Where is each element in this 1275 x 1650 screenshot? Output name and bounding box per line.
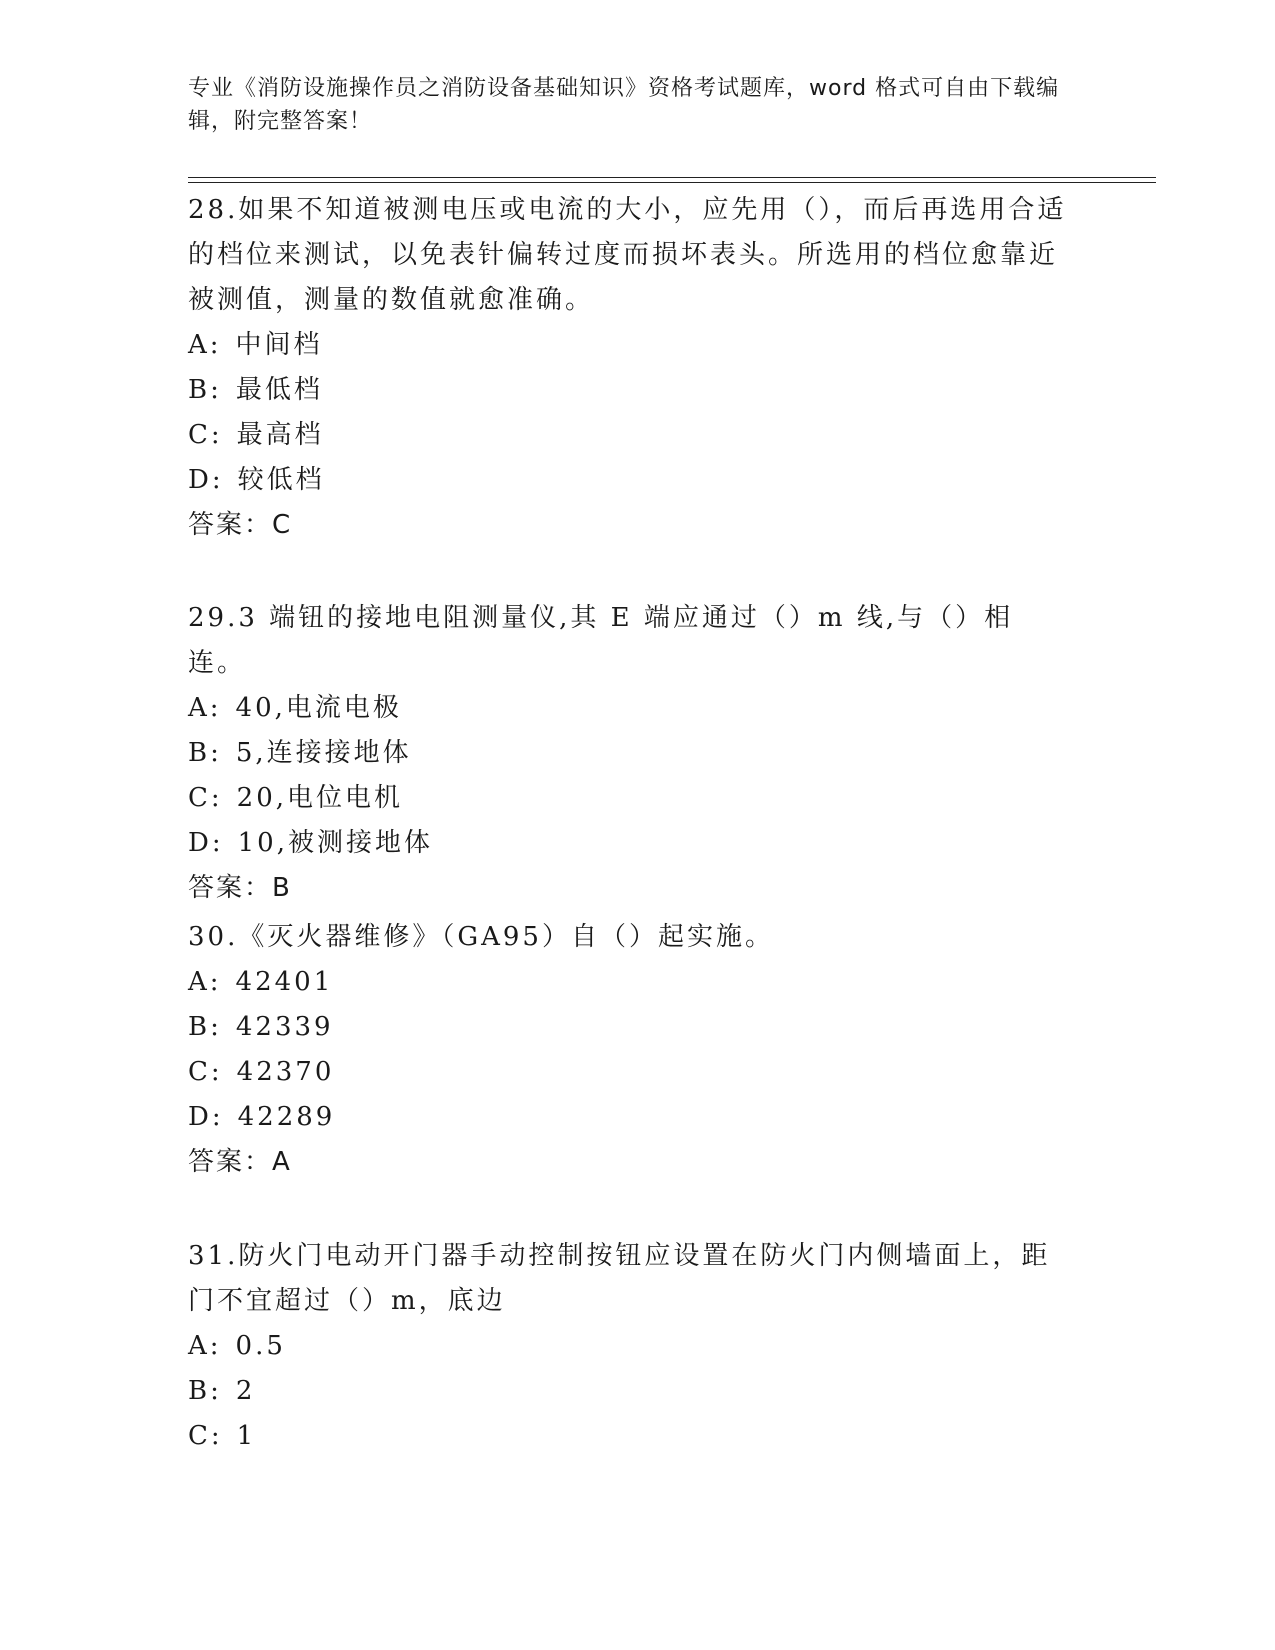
option-key: D	[188, 1102, 212, 1132]
question-29	[188, 596, 1068, 911]
option-text: 40,电流电极	[235, 693, 402, 723]
option-key: B	[188, 1376, 211, 1406]
answer-line: 答案：B	[188, 873, 292, 903]
option-text: 10,被测接地体	[237, 828, 433, 858]
option-text: 较低档	[237, 465, 325, 495]
option-key: A	[188, 1331, 210, 1361]
question-text: 30.《灭火器维修》（GA95）自（）起实施。	[188, 922, 774, 952]
answer-line: 答案：A	[188, 1147, 292, 1177]
option-separator: :	[210, 1376, 222, 1406]
option-key: C	[188, 1057, 211, 1087]
option-separator: :	[210, 738, 222, 768]
option-a	[188, 686, 1068, 731]
option-d	[188, 1095, 1068, 1140]
header-divider-bottom	[188, 182, 1156, 183]
option-text: 最低档	[235, 375, 323, 405]
option-text: 1	[236, 1421, 257, 1451]
option-separator: :	[209, 967, 222, 997]
option-b	[188, 1005, 1068, 1050]
option-d	[188, 458, 1068, 503]
option-a	[188, 323, 1068, 368]
option-text: 中间档	[235, 330, 323, 360]
option-separator: :	[210, 1057, 223, 1087]
option-key: B	[188, 738, 211, 768]
option-text: 5,连接接地体	[235, 738, 412, 768]
answer-line: 答案：C	[188, 510, 293, 540]
option-key: B	[188, 375, 211, 405]
option-separator: :	[210, 420, 223, 450]
option-key: D	[188, 828, 212, 858]
option-separator: :	[209, 1331, 222, 1361]
option-a	[188, 1324, 1068, 1369]
option-separator: :	[211, 828, 224, 858]
option-text: 42339	[235, 1012, 334, 1042]
option-text: 42289	[237, 1102, 336, 1132]
option-text: 42370	[236, 1057, 335, 1087]
question-31	[188, 1234, 1068, 1459]
question-30	[188, 915, 1068, 1185]
option-key: C	[188, 1421, 211, 1451]
option-separator: :	[210, 1421, 223, 1451]
option-text: 2	[235, 1376, 256, 1406]
option-key: D	[188, 465, 212, 495]
option-key: B	[188, 1012, 211, 1042]
option-separator: :	[210, 375, 222, 405]
question-28	[188, 188, 1068, 548]
option-separator: :	[211, 1102, 224, 1132]
header-divider-top	[188, 177, 1156, 178]
option-a	[188, 960, 1068, 1005]
option-text: 42401	[235, 967, 334, 997]
option-separator: :	[210, 783, 223, 813]
option-key: A	[188, 330, 210, 360]
option-c	[188, 413, 1068, 458]
question-text: 31.防火门电动开门器手动控制按钮应设置在防火门内侧墙面上，距门不宜超过（）m，底边	[188, 1241, 1051, 1316]
option-key: C	[188, 783, 211, 813]
option-key: C	[188, 420, 211, 450]
option-c	[188, 1414, 1068, 1459]
question-text: 29.3 端钮的接地电阻测量仪,其 E 端应通过（）m 线,与（）相连。	[188, 603, 1014, 678]
option-b	[188, 368, 1068, 413]
question-text: 28.如果不知道被测电压或电流的大小，应先用（），而后再选用合适的档位来测试，以免表针偏转过度而损坏表头。所选用的档位愈靠近被测值，测量的数值就愈准确。	[188, 195, 1067, 315]
option-key: A	[188, 693, 210, 723]
option-c	[188, 776, 1068, 821]
option-key: A	[188, 967, 210, 997]
option-separator: :	[211, 465, 224, 495]
option-separator: :	[209, 330, 222, 360]
option-d	[188, 821, 1068, 866]
option-b	[188, 731, 1068, 776]
option-text: 0.5	[235, 1331, 286, 1361]
option-text: 最高档	[236, 420, 324, 450]
option-separator: :	[209, 693, 222, 723]
document-header: 专业《消防设施操作员之消防设备基础知识》资格考试题库，word 格式可自由下载编辑，附完整答案！	[188, 76, 1060, 134]
option-text: 20,电位电机	[236, 783, 404, 813]
option-c	[188, 1050, 1068, 1095]
option-b	[188, 1369, 1068, 1414]
option-separator: :	[210, 1012, 222, 1042]
